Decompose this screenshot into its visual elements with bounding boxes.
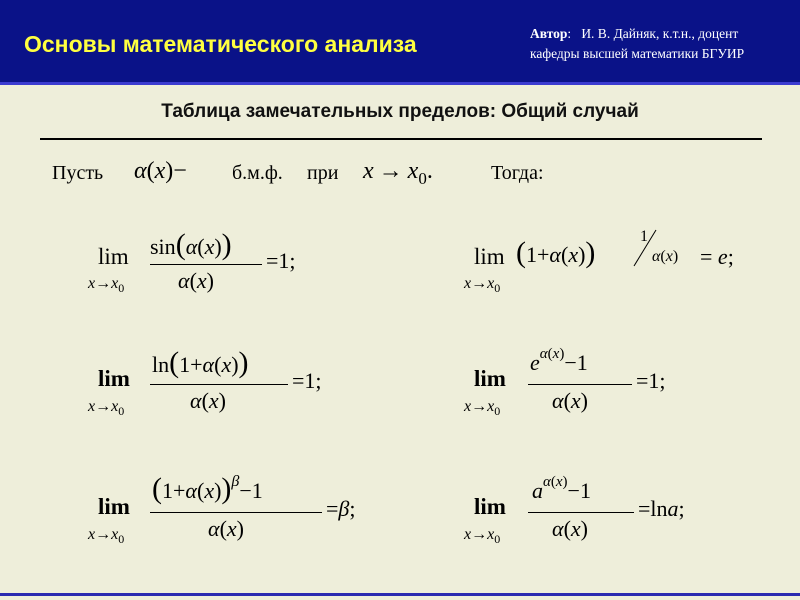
formula-base-a-limit [462, 468, 732, 554]
intro-then: Тогда: [491, 162, 544, 184]
fraction-bar [150, 384, 288, 385]
denominator: α(x) [552, 516, 588, 541]
slide-title: Таблица замечательных пределов: Общий случай [161, 101, 639, 122]
intro-let: Пусть [52, 162, 104, 184]
lim-subscript: $x\to x_0$ [464, 526, 501, 547]
numerator: $a^{\alpha(x)}-1$ [532, 474, 591, 503]
numerator: $(1+\alpha(x))^\beta-1$ [152, 472, 263, 505]
lim-label: lim [474, 366, 506, 391]
formula-e-limit [462, 228, 762, 300]
denominator: α(x) [178, 268, 214, 293]
fraction-bar [150, 264, 262, 265]
header-divider [0, 82, 800, 85]
numerator: ln(1+α(x)) [152, 346, 249, 379]
lim-label: lim [98, 244, 129, 269]
lim-subscript: $x\to x_0$ [88, 526, 125, 547]
result: =lna; [638, 496, 685, 521]
numerator: sin(α(x)) [150, 228, 232, 261]
fraction-bar [150, 512, 322, 513]
fraction-bar [528, 512, 634, 513]
exponent-denominator: α(x) [652, 248, 679, 265]
formula-exp-limit [462, 340, 702, 426]
lim-subscript: $x\to x_0$ [464, 275, 501, 296]
author-label: Автор [530, 26, 568, 41]
presentation-title: Основы математического анализа [24, 31, 417, 57]
lim-subscript: $x\to x_0$ [464, 398, 501, 419]
denominator: α(x) [190, 388, 226, 413]
intro-x-to-x0: $x \to x_0$. [363, 158, 433, 188]
numerator: $e^{\alpha(x)}-1$ [530, 346, 588, 375]
intro-at: при [307, 162, 339, 184]
formula-power-limit [86, 468, 386, 554]
lim-label: lim [98, 366, 130, 391]
footer-divider [0, 593, 800, 596]
intro-alpha-x: α(x)− [134, 158, 187, 184]
result: =1; [266, 248, 296, 273]
denominator: α(x) [552, 388, 588, 413]
lim-label: lim [474, 244, 505, 269]
intro-bmf: б.м.ф. [232, 162, 283, 184]
author-line-1: И. В. Дайняк, к.т.н., доцент [581, 26, 739, 41]
result: =1; [636, 368, 666, 393]
fraction-bar [528, 384, 632, 385]
author-line-2: кафедры высшей математики БГУИР [530, 46, 745, 61]
result: =β; [326, 496, 356, 521]
lim-label: lim [474, 494, 506, 519]
lim-subscript: $x\to x_0$ [88, 398, 125, 419]
result: = e; [700, 244, 734, 269]
lim-subscript: $x\to x_0$ [88, 275, 125, 296]
formula-ln-limit [86, 346, 346, 426]
exponent-numerator: 1 [640, 228, 648, 245]
base: (1+α(x)) [516, 236, 596, 269]
title-divider [40, 138, 762, 140]
lim-label: lim [98, 494, 130, 519]
author-info: Автор: И. В. Дайняк, к.т.н., доцент кафедры высшей математики БГУИР [530, 24, 744, 64]
denominator: α(x) [208, 516, 244, 541]
formula-sin-limit [86, 228, 316, 300]
result: =1; [292, 368, 322, 393]
